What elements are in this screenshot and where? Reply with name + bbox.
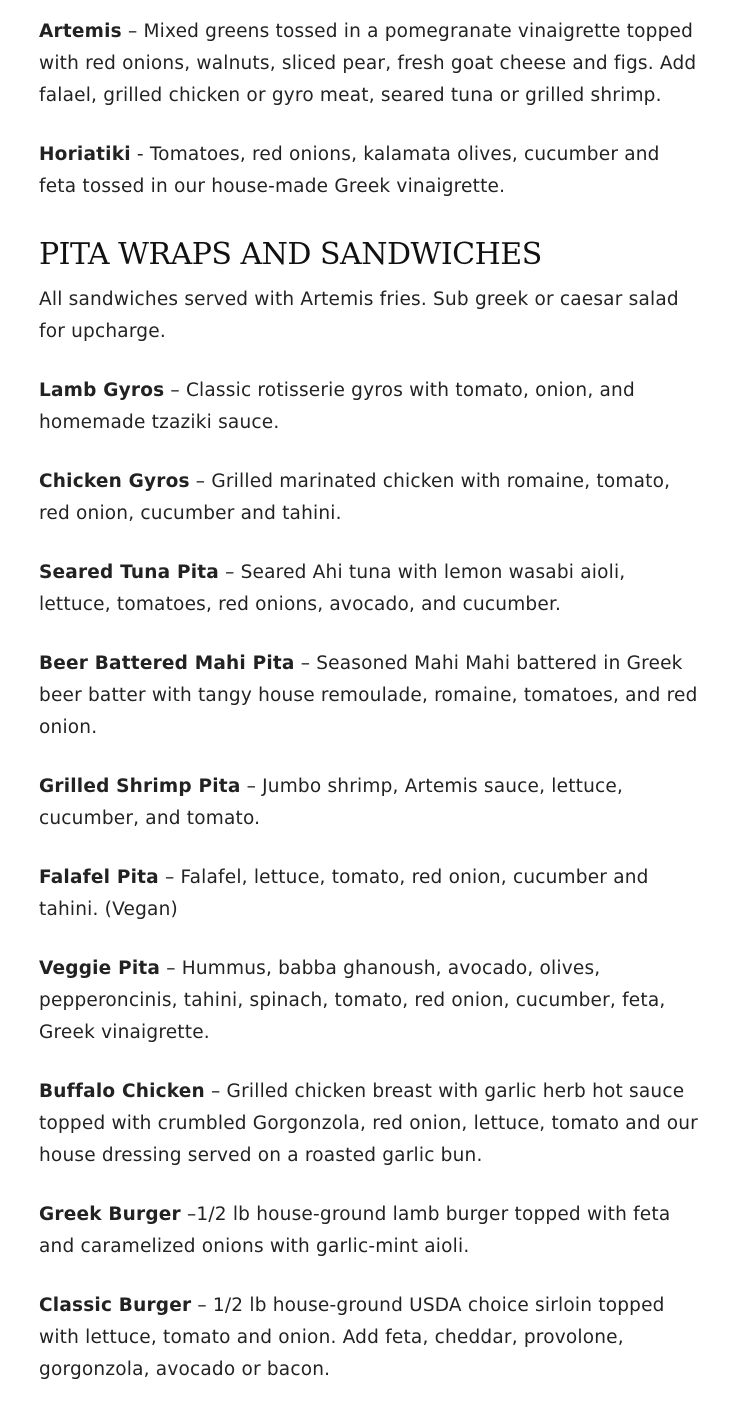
menu-item-grilled-shrimp-pita — [39, 771, 699, 835]
item-name: Greek Burger — [39, 1204, 181, 1225]
item-description: – Mixed greens tossed in a pomegranate vinaigrette topped with red onions, walnuts, sliced pear, fresh goat cheese and figs. Add falael, grilled chicken or gyro meat, seared tuna or grilled shrimp. — [39, 21, 697, 106]
item-description: – Jumbo shrimp, Artemis sauce, lettuce, cucumber, and tomato. — [39, 776, 624, 829]
menu-item-horiatiki — [39, 139, 699, 203]
section-title: PITA WRAPS AND SANDWICHES — [39, 237, 542, 272]
item-name: Beer Battered Mahi Pita — [39, 653, 295, 674]
item-name: Classic Burger — [39, 1295, 192, 1316]
menu-item-buffalo-chicken — [39, 1076, 699, 1172]
menu-item-classic-burger — [39, 1290, 699, 1386]
item-description: – Seared Ahi tuna with lemon wasabi aioli, lettuce, tomatoes, red onions, avocado, and cucumber. — [39, 562, 626, 615]
section-intro: All sandwiches served with Artemis fries. Sub greek or caesar salad for upcharge. — [39, 289, 679, 342]
item-name: Falafel Pita — [39, 867, 159, 888]
item-name: Lamb Gyros — [39, 380, 165, 401]
item-name: Seared Tuna Pita — [39, 562, 219, 583]
item-description: – Grilled chicken breast with garlic herb hot sauce topped with crumbled Gorgonzola, red onion, lettuce, tomato and our house dressing served on a roasted garlic bun. — [39, 1081, 698, 1166]
menu-item-artemis — [39, 16, 699, 112]
item-name: Buffalo Chicken — [39, 1081, 205, 1102]
item-name: Grilled Shrimp Pita — [39, 776, 241, 797]
menu-item-seared-tuna-pita — [39, 557, 699, 621]
item-description: – 1/2 lb house-ground USDA choice sirloin topped with lettuce, tomato and onion. Add feta, cheddar, provolone, gorgonzola, avocado or bacon. — [39, 1295, 665, 1380]
item-description: – Hummus, babba ghanoush, avocado, olives, pepperoncinis, tahini, spinach, tomato, red onion, cucumber, feta, Greek vinaigrette. — [39, 958, 666, 1043]
menu-item-greek-burger — [39, 1199, 699, 1263]
menu-item-veggie-pita — [39, 953, 699, 1049]
menu-item-mahi-pita — [39, 648, 699, 744]
item-name: Horiatiki — [39, 144, 131, 165]
item-description: –1/2 lb house-ground lamb burger topped with feta and caramelized onions with garlic-mint aioli. — [39, 1204, 671, 1257]
item-description: – Grilled marinated chicken with romaine, tomato, red onion, cucumber and tahini. — [39, 471, 671, 524]
item-description: – Classic rotisserie gyros with tomato, onion, and homemade tzaziki sauce. — [39, 380, 635, 433]
menu-item-falafel-pita — [39, 862, 699, 926]
menu-content — [39, 16, 699, 1413]
menu-item-lamb-gyros — [39, 375, 699, 439]
item-description: - Tomatoes, red onions, kalamata olives, cucumber and feta tossed in our house-made Greek vinaigrette. — [39, 144, 660, 197]
item-name: Chicken Gyros — [39, 471, 190, 492]
menu-item-chicken-gyros — [39, 466, 699, 530]
item-description: – Falafel, lettuce, tomato, red onion, cucumber and tahini. (Vegan) — [39, 867, 649, 920]
item-name: Veggie Pita — [39, 958, 161, 979]
item-description: – Seasoned Mahi Mahi battered in Greek beer batter with tangy house remoulade, romaine, tomatoes, and red onion. — [39, 653, 698, 738]
item-name: Artemis — [39, 21, 122, 42]
